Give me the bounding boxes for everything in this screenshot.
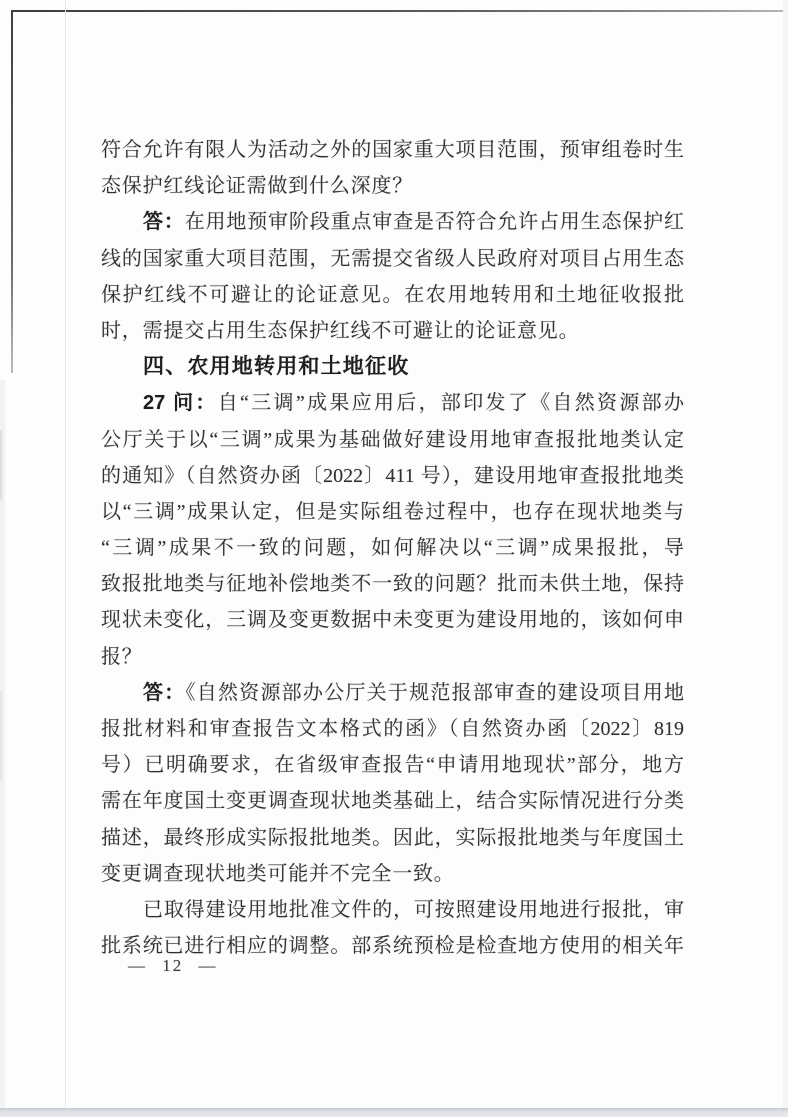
scan-right-edge-shade bbox=[783, 0, 788, 1117]
text-line: 时，需提交占用生态保护红线不可避让的论证意见。 bbox=[101, 319, 580, 342]
page-number: — 12 — bbox=[128, 956, 218, 975]
text-line: “三调”成果不一致的问题，如何解决以“三调”成果报批，导 bbox=[101, 537, 684, 560]
text-line: 描述，最终形成实际报批地类。因此，实际报批地类与年度国土 bbox=[101, 826, 684, 849]
section-heading: 四、农用地转用和土地征收 bbox=[143, 355, 410, 379]
scan-left-edge-mark bbox=[0, 690, 2, 780]
text-line: 答：在用地预审阶段重点审查是否符合允许占用生态保护红 bbox=[143, 211, 685, 234]
bold-label: 27 问： bbox=[143, 392, 218, 415]
scan-edge-left-line bbox=[11, 10, 13, 373]
text-line: 答：《自然资源部办公厅关于规范报部审查的建设项目用地 bbox=[143, 681, 685, 704]
text-line: 变更调查现状地类可能并不完全一致。 bbox=[101, 862, 455, 885]
scan-bottom-edge bbox=[0, 1108, 788, 1117]
bold-label: 答： bbox=[143, 681, 186, 704]
text-line: 号）已明确要求，在省级审查报告“申请用地现状”部分，地方 bbox=[101, 754, 684, 777]
text-line: 致报批地类与征地补偿地类不一致的问题？批而未供土地，保持 bbox=[101, 573, 684, 596]
text-line: 保护红线不可避让的论证意见。在农用地转用和土地征收报批 bbox=[101, 283, 684, 306]
text-line: 线的国家重大项目范围，无需提交省级人民政府对项目占用生态 bbox=[101, 247, 684, 270]
text-line: 27 问：自“三调”成果应用后，部印发了《自然资源部办 bbox=[143, 392, 684, 415]
text-line: 批系统已进行相应的调整。部系统预检是检查地方使用的相关年 bbox=[101, 935, 684, 958]
text-line: 符合允许有限人为活动之外的国家重大项目范围，预审组卷时生 bbox=[101, 139, 684, 161]
text-line: 已取得建设用地批准文件的，可按照建设用地进行报批，审 bbox=[143, 898, 684, 921]
scan-left-edge-mark bbox=[0, 430, 2, 500]
bold-label: 答： bbox=[143, 211, 185, 234]
document-text bbox=[101, 132, 684, 964]
scan-edge-top-line bbox=[12, 10, 788, 12]
scan-fold-line bbox=[65, 0, 66, 1108]
text-line: 报批材料和审查报告文本格式的函》（自然资办函〔2022〕819 bbox=[101, 718, 684, 740]
text-line: 现状未变化，三调及变更数据中未变更为建设用地的，该如何申 bbox=[101, 609, 684, 632]
text-line: 的通知》（自然资办函〔2022〕411 号），建设用地审查报批地类 bbox=[101, 464, 684, 487]
text-line: 报？ bbox=[101, 645, 143, 668]
text-line: 以“三调”成果认定，但是实际组卷过程中，也存在现状地类与 bbox=[101, 500, 684, 523]
text-line: 需在年度国土变更调查现状地类基础上，结合实际情况进行分类 bbox=[101, 790, 684, 813]
text-line: 公厅关于以“三调”成果为基础做好建设用地审查报批地类认定 bbox=[101, 428, 684, 451]
text-line: 态保护红线论证需做到什么深度？ bbox=[101, 175, 413, 198]
